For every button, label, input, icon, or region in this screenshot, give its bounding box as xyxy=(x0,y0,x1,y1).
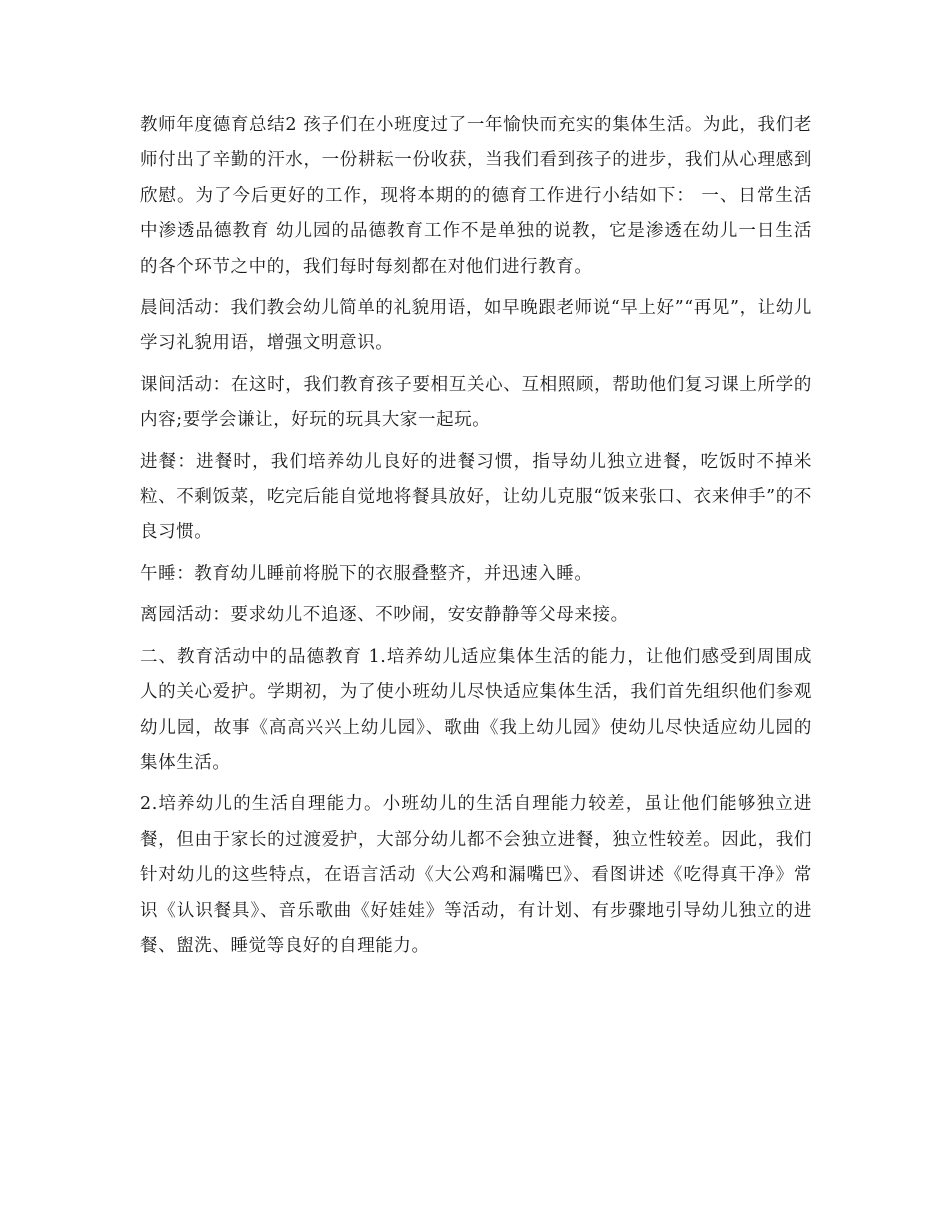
paragraph-nap: 午睡：教育幼儿睡前将脱下的衣服叠整齐，并迅速入睡。 xyxy=(140,563,593,584)
paragraph-intro: 教师年度德育总结2 孩子们在小班度过了一年愉快而充实的集体生活。为此，我们老师付出了辛勤的汗水，一份耕耘一份收获，当我们看到孩子的进步，我们从心理感到欣慰。为了今后更好的工作，现将本期的的德育工作进行小结如下： 一、日常生活中渗透品德教育 幼儿园的品德教育工作不是单独的说教，它是渗透在幼儿一日生活的各个环节之中的，我们每时每刻都在对他们进行教育。 xyxy=(140,115,812,277)
paragraph-break-activity: 课间活动：在这时，我们教育孩子要相互关心、互相照顾，帮助他们复习课上所学的内容;要学会谦让，好玩的玩具大家一起玩。 xyxy=(140,374,812,431)
paragraph-morning-activity: 晨间活动：我们教会幼儿简单的礼貌用语，如早晚跟老师说“早上好”“再见”，让幼儿学习礼貌用语，增强文明意识。 xyxy=(140,298,812,354)
paragraph-self-care: 2.培养幼儿的生活自理能力。小班幼儿的生活自理能力较差，虽让他们能够独立进餐，但由于家长的过渡爱护，大部分幼儿都不会独立进餐，独立性较差。因此，我们针对幼儿的这些特点，在语言活动《大公鸡和漏嘴巴》、看图讲述《吃得真干净》常识《认识餐具》、音乐歌曲《好娃娃》等活动，有计划、有步骤地引导幼儿独立的进餐、盥洗、睡觉等良好的自理能力。 xyxy=(140,794,812,956)
paragraph-meal: 进餐：进餐时，我们培养幼儿良好的进餐习惯，指导幼儿独立进餐，吃饭时不掉米粒、不剩饭菜，吃完后能自觉地将餐具放好，让幼儿克服“饭来张口、衣来伸手”的不良习惯。 xyxy=(140,451,812,543)
document-page xyxy=(140,108,812,970)
paragraph-section-two: 二、教育活动中的品德教育 1.培养幼儿适应集体生活的能力，让他们感受到周围成人的关心爱护。学期初，为了使小班幼儿尽快适应集体生活，我们首先组织他们参观幼儿园，故事《高高兴兴上幼儿园》、歌曲《我上幼儿园》使幼儿尽快适应幼儿园的集体生活。 xyxy=(140,646,812,773)
paragraph-departure: 离园活动：要求幼儿不追逐、不吵闹，安安静静等父母来接。 xyxy=(140,605,629,626)
